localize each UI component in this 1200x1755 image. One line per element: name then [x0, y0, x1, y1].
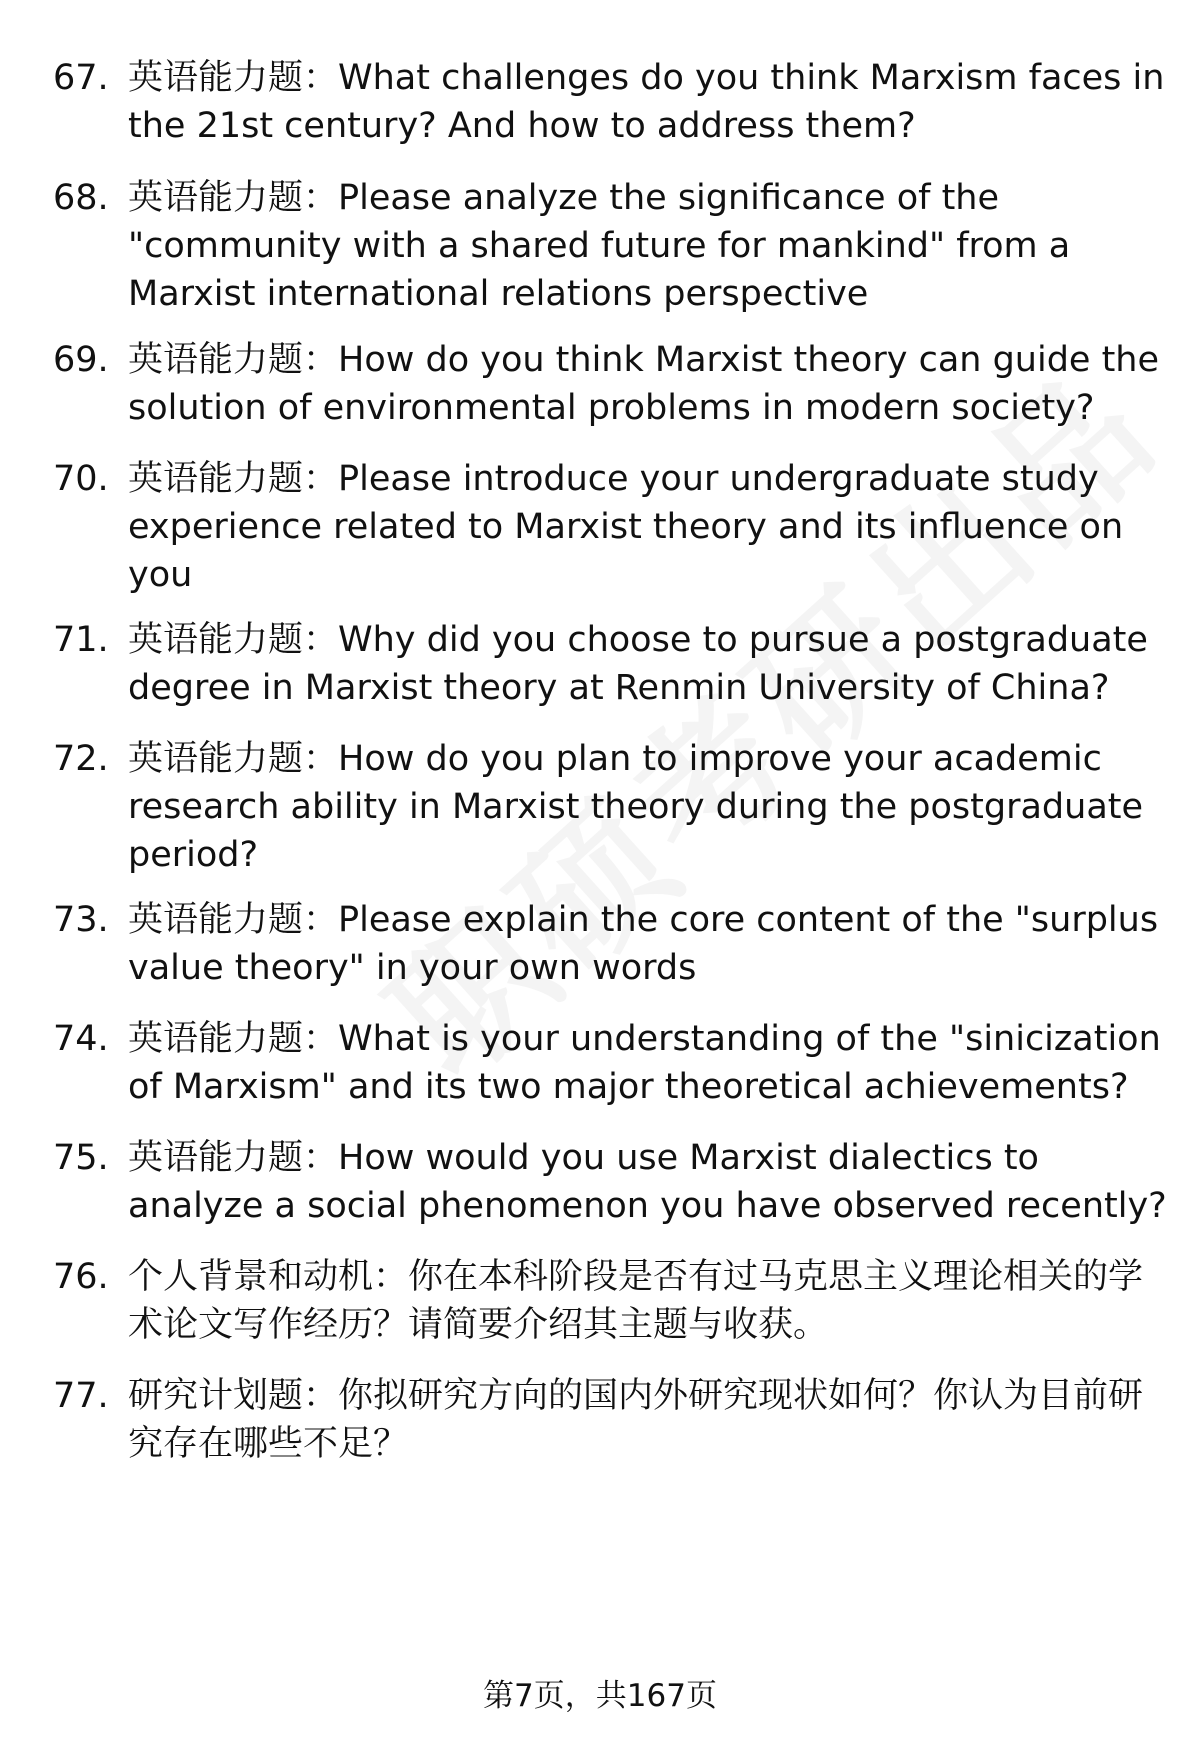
question-number: 67. [53, 58, 109, 98]
question-text: 英语能力题：How do you think Marxist theory can guide the solution of environmental problems in modern society? [128, 340, 1160, 428]
page-footer: 第7页，共167页 [483, 1678, 717, 1714]
question-text: 个人背景和动机：你在本科阶段是否有过马克思主义理论相关的学术论文写作经历？请简要介绍其主题与收获。 [128, 1257, 1144, 1345]
question-number: 68. [53, 178, 109, 218]
question-number: 73. [53, 900, 109, 940]
question-number: 76. [53, 1257, 109, 1297]
question-text: 英语能力题：Please introduce your undergraduate study experience related to Marxist theory and its influence on you [128, 459, 1124, 595]
question-number: 77. [53, 1376, 109, 1416]
question-text: 英语能力题：What challenges do you think Marxism faces in the 21st century? And how to address them? [128, 58, 1165, 146]
question-number: 71. [53, 620, 109, 660]
question-number: 69. [53, 340, 109, 380]
question-text: 英语能力题：What is your understanding of the "sinicization of Marxism" and its two major theoretical achievements? [128, 1019, 1161, 1107]
question-number: 72. [53, 739, 109, 779]
question-number: 70. [53, 459, 109, 499]
question-text: 研究计划题：你拟研究方向的国内外研究现状如何？你认为目前研究存在哪些不足？ [128, 1376, 1144, 1464]
question-text: 英语能力题：Please explain the core content of the "surplus value theory" in your own words [128, 900, 1159, 988]
question-number: 75. [53, 1138, 109, 1178]
question-text: 英语能力题：How do you plan to improve your academic research ability in Marxist theory during the postgraduate period? [128, 739, 1144, 875]
question-text: 英语能力题：Why did you choose to pursue a postgraduate degree in Marxist theory at Renmin University of China? [128, 620, 1148, 708]
question-number: 74. [53, 1019, 109, 1059]
question-text: 英语能力题：Please analyze the significance of the "community with a shared future for mankind" from a Marxist international relations perspective [128, 178, 1071, 314]
question-text: 英语能力题：How would you use Marxist dialectics to analyze a social phenomenon you have observed recently? [128, 1138, 1167, 1226]
